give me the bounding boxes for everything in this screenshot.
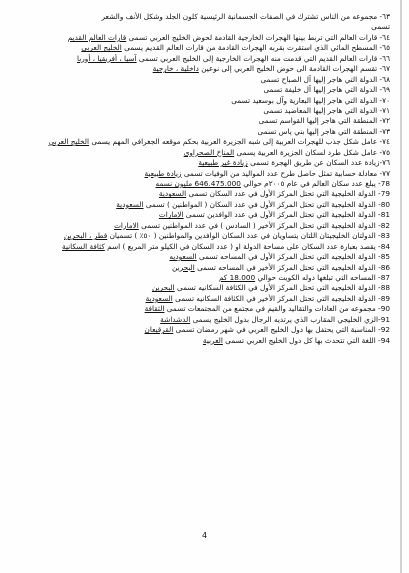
question-text: 80- الدولة الخليجية التي تحتل المركز الأول في عدد السكان ( المواطنين ) تسمى <box>143 199 390 209</box>
answer-text: القرقيعان <box>144 325 174 335</box>
answer-text: البحرين <box>151 283 175 293</box>
answer-text: السعودية <box>158 189 187 199</box>
answer-text: 18.000 كم <box>218 272 256 282</box>
question-text: 78- يبلغ عدد سكان العالم في عام ٢٠٠٥م حوالي <box>240 179 390 188</box>
question-text: ٧٣- المنطقة التي هاجر إليها بني ياس تسمى <box>257 126 390 136</box>
question-line <box>40 54 390 64</box>
question-text: ٦٧- تقسم الهجرات القادمة الى حوض الخليج العربي إلى نوعين <box>198 64 390 74</box>
question-line <box>40 273 390 283</box>
question-text: 84- يقصد بعبارة عدد السكان على مساحة الدولة او ( عدد السكان في الكيلو متر المربع ) اسم <box>104 241 390 251</box>
question-line <box>40 210 390 220</box>
question-text: ٦٣- مجموعه من الناس تشترك في الصفات الجسمانية الرئيسية كلون الجلد وشكل الأنف والشعر <box>101 12 390 21</box>
question-line <box>40 158 390 168</box>
question-line <box>40 336 390 346</box>
question-text: ٧١- الدولة التي هاجر إليها المعاضيد تسمى <box>263 105 390 115</box>
question-text: 85- الدولة الخليجيه التي تحتل المركز الأول في المساحه تسمى <box>196 252 390 262</box>
answer-text: قارات العالم القديم <box>67 32 127 42</box>
answer-text: داخلية ، خارجية <box>152 64 199 74</box>
question-line <box>40 148 390 158</box>
question-text: 90- مجموعه من العادات والتقاليد والقيم في مجتمع من المجتمعات تسمى <box>164 304 390 314</box>
question-line <box>40 221 390 231</box>
question-line <box>40 283 390 293</box>
question-line <box>40 189 390 199</box>
question-text: ٦٤- قارات العالم التي تربط بينها الهجرات الخارجية القادمة لحوض الخليج العربي تسمى <box>126 32 390 42</box>
question-text: 83- الدولتان الخليجيتان اللتان يتساويان في عدد السكان الوافدين والمواطنين ( ٥٠٪ ) تسميان <box>107 231 390 241</box>
question-line <box>40 116 390 126</box>
question-line <box>40 315 390 325</box>
answer-text: الخليج العربي <box>48 137 90 147</box>
question-line <box>40 12 390 22</box>
question-text: 86- الدولة الخليجيه التي تحتل المركز الأخير في المساحه تسمى <box>194 262 390 272</box>
question-line <box>40 304 390 314</box>
answer-text: كثافة السكانية <box>62 241 105 251</box>
answer-text: البحرين <box>171 262 195 272</box>
question-line <box>40 137 390 147</box>
question-line <box>40 75 390 85</box>
answer-text: الخليج العربي <box>81 43 122 53</box>
question-text: 94- اللغة التي تتحدث بها كل دول الخليج العربي تسمى <box>222 335 390 345</box>
page-border <box>400 0 402 573</box>
answer-text: آسيا ، أفريقيا ، أوربا <box>77 53 137 63</box>
question-line <box>40 127 390 137</box>
question-text: تسمى <box>371 22 390 32</box>
question-text: 87- المساحه التي تبلغها دوله الكويت حوالي <box>255 272 390 282</box>
answer-text: السعوديه <box>169 252 197 262</box>
question-line <box>40 33 390 43</box>
question-text: ٦٩- الدولة التي هاجر إليها آل خليفة تسمى <box>263 85 390 95</box>
question-line <box>40 85 390 95</box>
question-text: ٧٦-زيادة عدد السكان عن طريق الهجرة تسمى <box>247 158 390 168</box>
question-text: ٧٧- معادلة حسابية تمثل حاصل طرح عدد المواليد من الوفيات تسمى <box>181 168 390 178</box>
question-line <box>40 325 390 335</box>
question-line <box>40 200 390 210</box>
question-text: 88- الدولة الخليجيه التي تحتل المركز الأول في الكثافة السكانيه تسمى <box>174 283 390 293</box>
question-text: 82- الدولة الخليجية التي تحتل المركز الأخير ( السادس ) في عدد المواطنين تسمى <box>138 220 390 230</box>
question-text: 89- الدولة الخليجيه التي تحتل المركز الأخير في الكثافة السكانيه تسمى <box>172 293 390 303</box>
answer-text: قطر ، البحرين <box>63 231 108 241</box>
question-text: ٧٠- الدولة التي هاجر إليها البعارية وآل بوسعيد تسمى <box>231 95 390 105</box>
question-list <box>40 12 390 346</box>
question-line <box>40 96 390 106</box>
question-text: ٧٢- المنطقة التي هاجر إليها القواسم تسمى <box>258 116 390 126</box>
answer-text: السعودية <box>116 199 144 209</box>
question-text: ٧٤- عامل شكل جذب للهجرات العربية إلى شبه الجزيرة العربية بحكم موقعه الجغرافي المهم يسمى <box>89 137 390 147</box>
question-text: ٦٨- الدولة التي هاجر إليها آل الصباح تسمى <box>260 74 390 84</box>
answer-text: 646.475.000 مليون نسمه <box>155 179 241 188</box>
answer-text: الدشداشة <box>160 314 191 324</box>
answer-text: الامارات <box>114 220 139 230</box>
question-line <box>40 64 390 74</box>
question-line <box>40 242 390 252</box>
answer-text: المناخ الصحراوي <box>183 147 235 157</box>
question-line <box>40 294 390 304</box>
question-text: 79- الدولة الخليجية التي تحتل المركز الأول في عدد السكان تسمى <box>186 189 390 199</box>
question-line <box>40 106 390 116</box>
page-number: 4 <box>201 531 208 540</box>
question-line <box>40 22 390 32</box>
question-line <box>40 179 390 189</box>
question-text: ٧٥- عامل شكل طرد لسكان الجزيرة العربية يسمى <box>234 147 390 157</box>
question-text: ٦٥- المسطح المائي الذي استقرت بقربه الهجرات القادمة من قارات العالم القديم يسمى <box>121 43 390 53</box>
answer-text: الثقافة <box>144 304 165 314</box>
question-text: 91-الزي الخليجي المقارب الذي يرتديه الرجال بدول الخليج يسمى <box>190 314 390 324</box>
question-text: 92- المناسبة التي يحتفل بها دول الخليج العربي في شهر رمضان تسمى <box>173 325 390 335</box>
question-line <box>40 43 390 53</box>
answer-text: زيادة طبيعية <box>144 168 182 178</box>
question-line <box>40 252 390 262</box>
question-text: 81- الدولة الخليجية التي تحتل المركز الأول في عدد الوافدين تسمى <box>183 210 390 220</box>
answer-text: السعودية <box>145 293 173 303</box>
question-text: ٦٦- قارات العالم القديم التي قدمت منه الهجرات الخارجية إلى الخليج العربي تسمى <box>136 53 390 63</box>
answer-text: العربية <box>202 335 223 345</box>
question-line <box>40 231 390 241</box>
question-line <box>40 169 390 179</box>
answer-text: الإمارات <box>158 210 184 220</box>
question-line <box>40 263 390 273</box>
answer-text: زيادة غير طبيعية <box>198 158 248 168</box>
